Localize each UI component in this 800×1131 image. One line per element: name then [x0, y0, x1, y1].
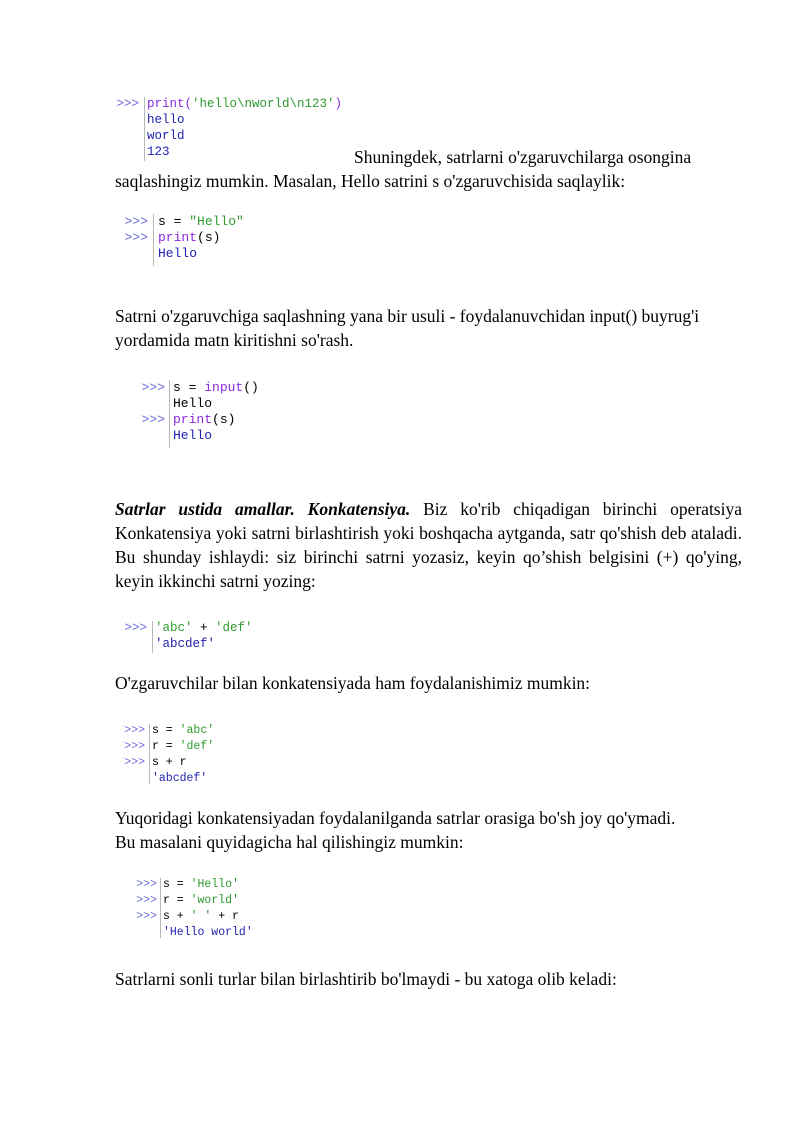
code-line [152, 739, 214, 755]
paragraph-3-body: Biz ko'rib chiqadigan birinchi operatsiya Konkatensiya yoki satrni birlashtirish yoki boshqacha aytganda, satr qo'shish deb ataladi. Bu shunday ishlaydi: siz birinchi satrni yozasiz, keyin qo’shish belgisini (+) qo'ying, keyin ikkinchi satrni yozing: [115, 499, 742, 591]
code-token: print [158, 230, 198, 245]
code-token: world [147, 129, 185, 143]
prompt-marker [121, 636, 147, 652]
code-token: 'abc' [155, 621, 193, 635]
code-token: ' ' [190, 910, 212, 923]
code-line [163, 877, 253, 893]
paragraph-1-line-1: Shuningdek, satrlarni o'zgaruvchilarga osongina [354, 147, 692, 167]
prompt-column [121, 723, 145, 787]
code-line [152, 755, 214, 771]
prompt-marker [138, 395, 165, 411]
code-line [158, 213, 244, 229]
code-token: + r [211, 910, 239, 923]
prompt-marker: >>> [141, 380, 165, 395]
code-line [152, 771, 214, 787]
code-block-2 [121, 213, 244, 281]
code-token: (s) [212, 412, 236, 427]
prompt-marker: >>> [124, 230, 148, 245]
code-token: 'hello\nworld\n123' [192, 97, 335, 111]
code-block-5 [121, 723, 215, 785]
code-token: Hello [173, 428, 213, 443]
prompt-marker: >>> [136, 894, 157, 907]
code-lines [173, 379, 259, 443]
code-token: 'world' [190, 894, 239, 907]
code-line [155, 636, 253, 652]
code-block-6 [133, 877, 253, 939]
code-line [173, 427, 259, 443]
code-line [163, 925, 253, 941]
code-token: s + r [152, 756, 187, 769]
code-token: print( [147, 97, 193, 111]
prompt-marker: >>> [124, 214, 148, 229]
paragraph-3 [115, 497, 742, 593]
prompt-marker: >>> [116, 97, 139, 111]
code-line [152, 723, 214, 739]
code-token: 'Hello' [190, 878, 239, 891]
code-token: print [173, 412, 213, 427]
prompt-marker: >>> [124, 621, 147, 635]
code-token: 'def' [215, 621, 253, 635]
code-token: ) [334, 97, 343, 111]
prompt-marker [113, 112, 139, 128]
code-line [155, 620, 253, 636]
prompt-marker: >>> [141, 412, 165, 427]
code-token: 123 [147, 145, 170, 159]
prompt-column [121, 620, 147, 652]
prompt-marker: >>> [136, 878, 157, 891]
prompt-column [121, 213, 148, 261]
code-line [173, 411, 259, 427]
code-block-3 [138, 379, 259, 447]
code-lines [158, 213, 244, 261]
code-token: s = [163, 878, 191, 891]
code-line [163, 893, 253, 909]
prompt-marker [133, 925, 157, 941]
prompt-marker: >>> [124, 756, 145, 769]
code-line [173, 395, 259, 411]
code-token: + [192, 621, 216, 635]
code-token: (s) [197, 230, 221, 245]
prompt-marker [113, 128, 139, 144]
prompt-marker: >>> [136, 910, 157, 923]
code-token: "Hello" [189, 214, 244, 229]
code-lines [163, 877, 253, 941]
prompt-marker: >>> [124, 724, 145, 737]
prompt-separator [149, 724, 150, 784]
code-token: r = [152, 740, 180, 753]
code-token: s = [158, 214, 190, 229]
code-line [163, 909, 253, 925]
paragraph-5-line-2: Bu masalani quyidagicha hal qilishingiz mumkin: [115, 832, 464, 852]
code-token: s = [173, 380, 205, 395]
code-lines [152, 723, 214, 787]
prompt-separator [152, 621, 153, 653]
code-token: 'abc' [179, 724, 215, 737]
section-heading: Satrlar ustida amallar. Konkatensiya. [115, 499, 411, 519]
paragraph-1-line-2: saqlashingiz mumkin. Masalan, Hello satrini s o'zgaruvchisida saqlaylik: [115, 171, 626, 191]
prompt-column [133, 877, 157, 941]
code-line [147, 128, 342, 144]
code-token: input [204, 380, 244, 395]
code-line [147, 96, 342, 112]
code-lines [155, 620, 253, 652]
code-token: 'abcdef' [155, 637, 216, 651]
paragraph-2: Satrni o'zgaruvchiga saqlashning yana bir usuli - foydalanuvchidan input() buyrug'i yordamida matn kiritishni so'rash. [115, 306, 700, 350]
code-token: s + [163, 910, 191, 923]
paragraph-6: Satrlarni sonli turlar bilan birlashtirib bo'lmaydi - bu xatoga olib keladi: [115, 969, 617, 989]
prompt-marker [138, 427, 165, 443]
code-token: 'def' [179, 740, 215, 753]
paragraph-1 [115, 145, 742, 193]
code-line [173, 379, 259, 395]
paragraph-5-line-1: Yuqoridagi konkatensiyadan foydalanilganda satrlar orasiga bo'sh joy qo'ymadi. [115, 808, 676, 828]
code-token: s = [152, 724, 180, 737]
code-token: Hello [173, 396, 213, 411]
prompt-separator [169, 380, 170, 448]
code-token: Hello [158, 246, 198, 261]
code-line [158, 245, 244, 261]
code-line [147, 112, 342, 128]
paragraph-4: O'zgaruvchilar bilan konkatensiyada ham foydalanishimiz mumkin: [115, 673, 591, 693]
code-token: () [243, 380, 259, 395]
prompt-column [138, 379, 165, 443]
prompt-separator [160, 878, 161, 938]
prompt-marker: >>> [124, 740, 145, 753]
code-line [158, 229, 244, 245]
code-token: 'Hello world' [163, 926, 253, 939]
code-token: 'abcdef' [152, 772, 208, 785]
code-token: hello [147, 113, 185, 127]
paragraph-5 [115, 806, 742, 854]
prompt-marker [121, 245, 148, 261]
prompt-separator [153, 214, 154, 266]
code-token: r = [163, 894, 191, 907]
prompt-marker [121, 771, 145, 787]
